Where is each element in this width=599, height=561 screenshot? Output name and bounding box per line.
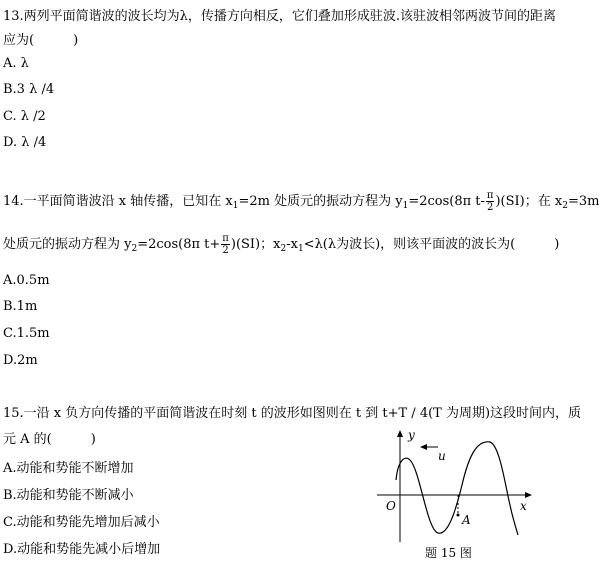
q14-fraction-2: $\frac{\pi}{2}$ <box>222 233 229 256</box>
y-axis-label: y <box>408 430 415 442</box>
q15-option-a[interactable]: A.动能和势能不断增加 <box>3 461 134 476</box>
velocity-arrow-icon <box>420 444 427 450</box>
velocity-label: u <box>438 449 446 463</box>
q15-option-b[interactable]: B.动能和势能不断减小 <box>3 488 134 503</box>
q14-stem-line1: 14.一平面简谐波沿 x 轴传播，已知在 $x_1=2m$ 处质元的振动方程为 $y_1=2\cos(8\pi$ t- $\frac{\pi}{2}$ )(SI)；在 $x_2=3m$ <box>3 190 599 213</box>
q15-stem-line1: 15.一沿 x 负方向传播的平面简谐波在时刻 t 的波形如图则在 t 到 t+T / 4(T 为周期)这段时间内，质 <box>3 406 582 421</box>
q15-stem-line2: 元 A 的( ) <box>3 432 96 447</box>
q13-option-d[interactable]: D. λ /4 <box>3 135 47 150</box>
q14-option-c[interactable]: C.1.5m <box>3 326 50 341</box>
q13-option-b[interactable]: B.3 λ /4 <box>3 82 55 97</box>
q14-option-b[interactable]: B.1m <box>3 299 38 314</box>
wave-curve <box>396 442 518 535</box>
q13-option-c[interactable]: C. λ /2 <box>3 109 46 124</box>
q15-option-d[interactable]: D.动能和势能先减小后增加 <box>3 542 161 557</box>
point-a-label: A <box>462 513 471 527</box>
q13-option-a[interactable]: A. λ <box>3 56 29 71</box>
x-axis-arrow-icon <box>525 492 532 498</box>
y-axis-arrow-icon <box>397 430 403 437</box>
q14-fraction-1: $\frac{\pi}{2}$ <box>486 190 494 213</box>
figure-caption: 题 15 图 <box>425 546 472 560</box>
q14-option-a[interactable]: A.0.5m <box>3 273 50 288</box>
q13-stem-line2: 应为( ) <box>3 33 79 48</box>
wave-figure <box>372 430 532 561</box>
q14-option-d[interactable]: D.2m <box>3 353 38 368</box>
q14-stem-line2: 处质元的振动方程为 $y_2=2\cos(8\pi$ t+ $\frac{\pi}{2}$ )(SI)；$x_2-x_1<\lambda(\lambda$为波长)，则该平面波的波长为( ) <box>3 233 560 256</box>
x-axis-label: x <box>520 499 527 513</box>
point-a-marker <box>457 514 460 517</box>
q13-stem-line1: 13.两列平面简谐波的波长均为λ，传播方向相反，它们叠加形成驻波.该驻波相邻两波节间的距离 <box>3 9 557 24</box>
q15-option-c[interactable]: C.动能和势能先增加后减小 <box>3 515 160 530</box>
origin-label: O <box>386 499 396 513</box>
